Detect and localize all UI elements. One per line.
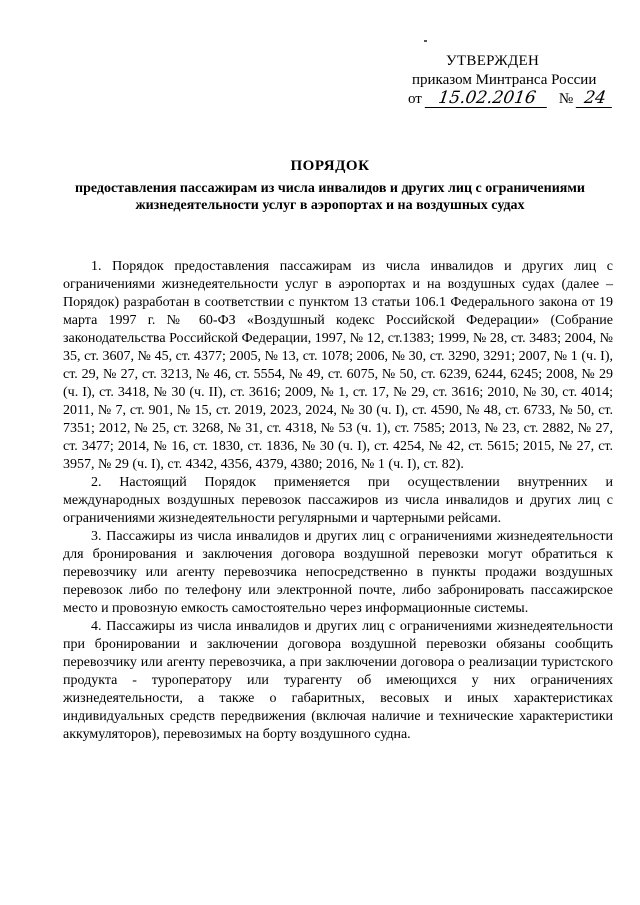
document-subheading: предоставления пассажирам из числа инвалидов и других лиц с ограничениями жизнедеятельности услуг в аэропортах и на воздушных судах (75, 181, 585, 213)
document-heading: ПОРЯДОК (290, 158, 370, 174)
scan-speck (424, 40, 427, 42)
paragraph-3: 3. Пассажиры из числа инвалидов и других лиц с ограничениями жизнедеятельности для бронирования и заключения договора воздушной перевозки могут обратиться к перевозчику или агенту перевозчика непосредственно в пункты продажи воздушных перевозок либо по телефону или электронной почте, либо забронировать пассажирское место и провозную емкость самостоятельно через информационные системы. (63, 529, 613, 616)
number-prefix: № (558, 91, 574, 107)
handwritten-date: 15.02.2016 (424, 90, 549, 108)
approval-stamp (408, 52, 618, 109)
paragraph-4: 4. Пассажиры из числа инвалидов и других лиц с ограничениями жизнедеятельности при бронировании и заключении договора воздушной перевозки обязаны сообщить перевозчику или агенту перевозчика, а при заключении договора о реализации туристского продукта - туроператору или турагенту об имеющихся у них ограничениях жизнедеятельности, а также о габаритных, весовых и иных характеристиках индивидуальных средств передвижения (включая наличие и технические характеристики аккумуляторов), перевозимых на борту воздушного судна. (63, 619, 613, 742)
date-prefix: от (408, 91, 422, 107)
paragraph-2: 2. Настоящий Порядок применяется при осуществлении внутренних и международных воздушных перевозок пассажиров из числа инвалидов и других лиц с ограничениями жизнедеятельности регулярными и чартерными рейсами. (63, 475, 613, 526)
document-title-block (60, 156, 600, 214)
handwritten-number: 24 (576, 90, 615, 108)
approval-order-text: приказом Минтранса России (412, 72, 597, 88)
approval-title: УТВЕРЖДЕН (446, 53, 540, 69)
approval-date-line (408, 90, 618, 109)
paragraph-1: 1. Порядок предоставления пассажирам из числа инвалидов и других лиц с ограничениями жизнедеятельности услуг в аэропортах и на воздушных судах (далее – Порядок) разработан в соответствии с пунктом 13 статьи 106.1 Федерального закона от 19 марта 1997 г. № 60-ФЗ «Воздушный кодекс Российской Федерации» (Собрание законодательства Российской Федерации, 1997, № 12, ст.1383; 1999, № 28, ст. 3483; 2004, № 35, ст. 3607, № 45, ст. 4377; 2005, № 13, ст. 1078; 2006, № 30, ст. 3290, 3291; 2007, № 1 (ч. I), ст. 29, № 27, ст. 3213, № 46, ст. 5554, № 49, ст. 6075, № 50, ст. 6239, 6244, 6245; 2008, № 29 (ч. I), ст. 3418, № 30 (ч. II), ст. 3616; 2009, № 1, ст. 17, № 29, ст. 3616; 2010, № 30, ст. 4014; 2011, № 7, ст. 901, № 15, ст. 2019, 2023, 2024, № 30 (ч. I), ст. 4590, № 48, ст. 6733, № 50, ст. 7351; 2012, № 25, ст. 3268, № 31, ст. 4318, № 53 (ч. 1), ст. 7585; 2013, № 23, ст. 2882, № 27, ст. 3477; 2014, № 16, ст. 1830, ст. 1836, № 30 (ч. I), ст. 4254, № 42, ст. 5615; 2015, № 27, ст. 3957, № 29 (ч. I), ст. 4342, 4356, 4379, 4380; 2016, № 1 (ч. I), ст. 82). (63, 259, 613, 472)
document-body (63, 258, 613, 744)
